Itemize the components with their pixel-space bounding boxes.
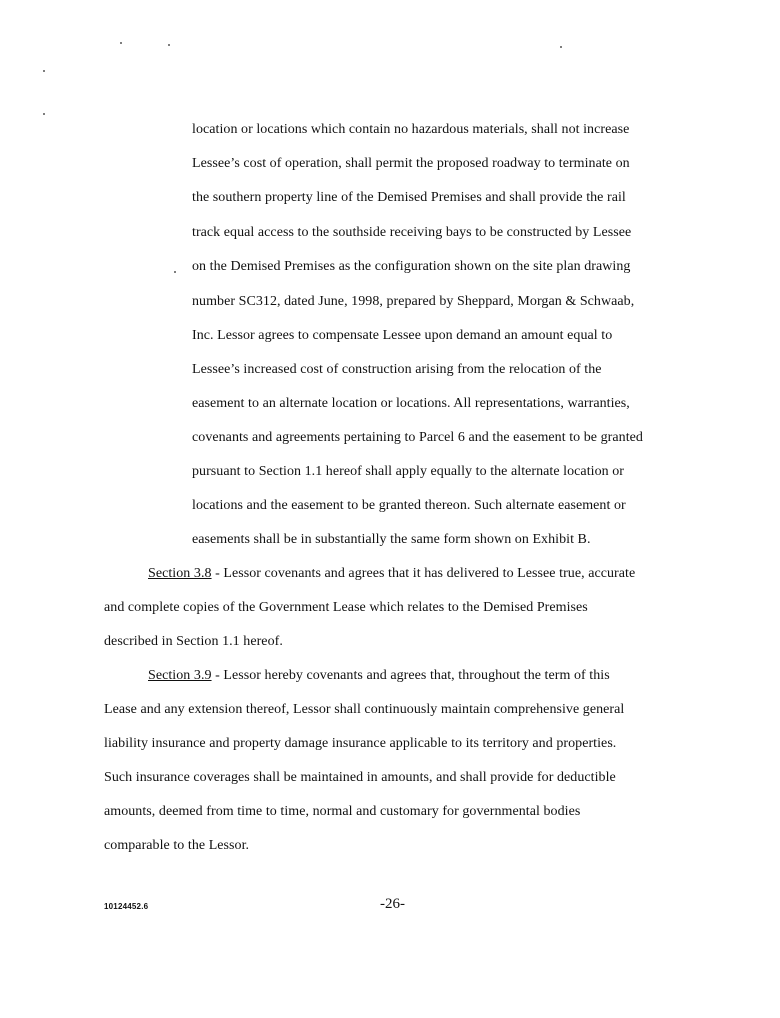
- text-line: Such insurance coverages shall be maintained in amounts, and shall provide for deductible: [104, 770, 616, 785]
- text-line: described in Section 1.1 hereof.: [104, 634, 283, 649]
- text-line: location or locations which contain no hazardous materials, shall not increase: [192, 122, 630, 137]
- text-line: amounts, deemed from time to time, normal and customary for governmental bodies: [104, 804, 581, 819]
- text-line: liability insurance and property damage insurance applicable to its territory and properties.: [104, 736, 617, 751]
- section-heading: Section 3.8: [148, 566, 212, 581]
- section-text: - Lessor hereby covenants and agrees that, throughout the term of this: [211, 668, 610, 683]
- text-line: and complete copies of the Government Lease which relates to the Demised Premises: [104, 600, 588, 615]
- section-heading: Section 3.9: [148, 668, 212, 683]
- scan-speck: [174, 271, 176, 273]
- section-first-line: [148, 667, 610, 685]
- text-line: Lease and any extension thereof, Lessor shall continuously maintain comprehensive general: [104, 702, 625, 717]
- page-number: -26-: [380, 896, 405, 912]
- text-line: number SC312, dated June, 1998, prepared by Sheppard, Morgan & Schwaab,: [192, 294, 635, 309]
- text-line: pursuant to Section 1.1 hereof shall apply equally to the alternate location or: [192, 464, 624, 479]
- text-line: easement to an alternate location or locations. All representations, warranties,: [192, 396, 630, 411]
- scan-speck: [168, 44, 170, 46]
- section-text: - Lessor covenants and agrees that it has delivered to Lessee true, accurate: [211, 566, 636, 581]
- text-line: Inc. Lessor agrees to compensate Lessee upon demand an amount equal to: [192, 328, 613, 343]
- scan-speck: [43, 70, 45, 72]
- section-first-line: [148, 565, 635, 583]
- text-line: track equal access to the southside receiving bays to be constructed by Lessee: [192, 225, 632, 240]
- scan-speck: [120, 42, 122, 44]
- text-line: the southern property line of the Demised Premises and shall provide the rail: [192, 190, 626, 205]
- text-line: on the Demised Premises as the configuration shown on the site plan drawing: [192, 259, 631, 274]
- scan-speck: [560, 46, 562, 48]
- text-line: Lessee’s cost of operation, shall permit the proposed roadway to terminate on: [192, 156, 630, 171]
- document-id: 10124452.6: [104, 902, 149, 911]
- text-line: covenants and agreements pertaining to Parcel 6 and the easement to be granted: [192, 430, 643, 445]
- text-line: easements shall be in substantially the same form shown on Exhibit B.: [192, 532, 591, 547]
- text-line: locations and the easement to be granted thereon. Such alternate easement or: [192, 498, 626, 513]
- scan-speck: [43, 113, 45, 115]
- text-line: Lessee’s increased cost of construction arising from the relocation of the: [192, 362, 602, 377]
- text-line: comparable to the Lessor.: [104, 838, 250, 853]
